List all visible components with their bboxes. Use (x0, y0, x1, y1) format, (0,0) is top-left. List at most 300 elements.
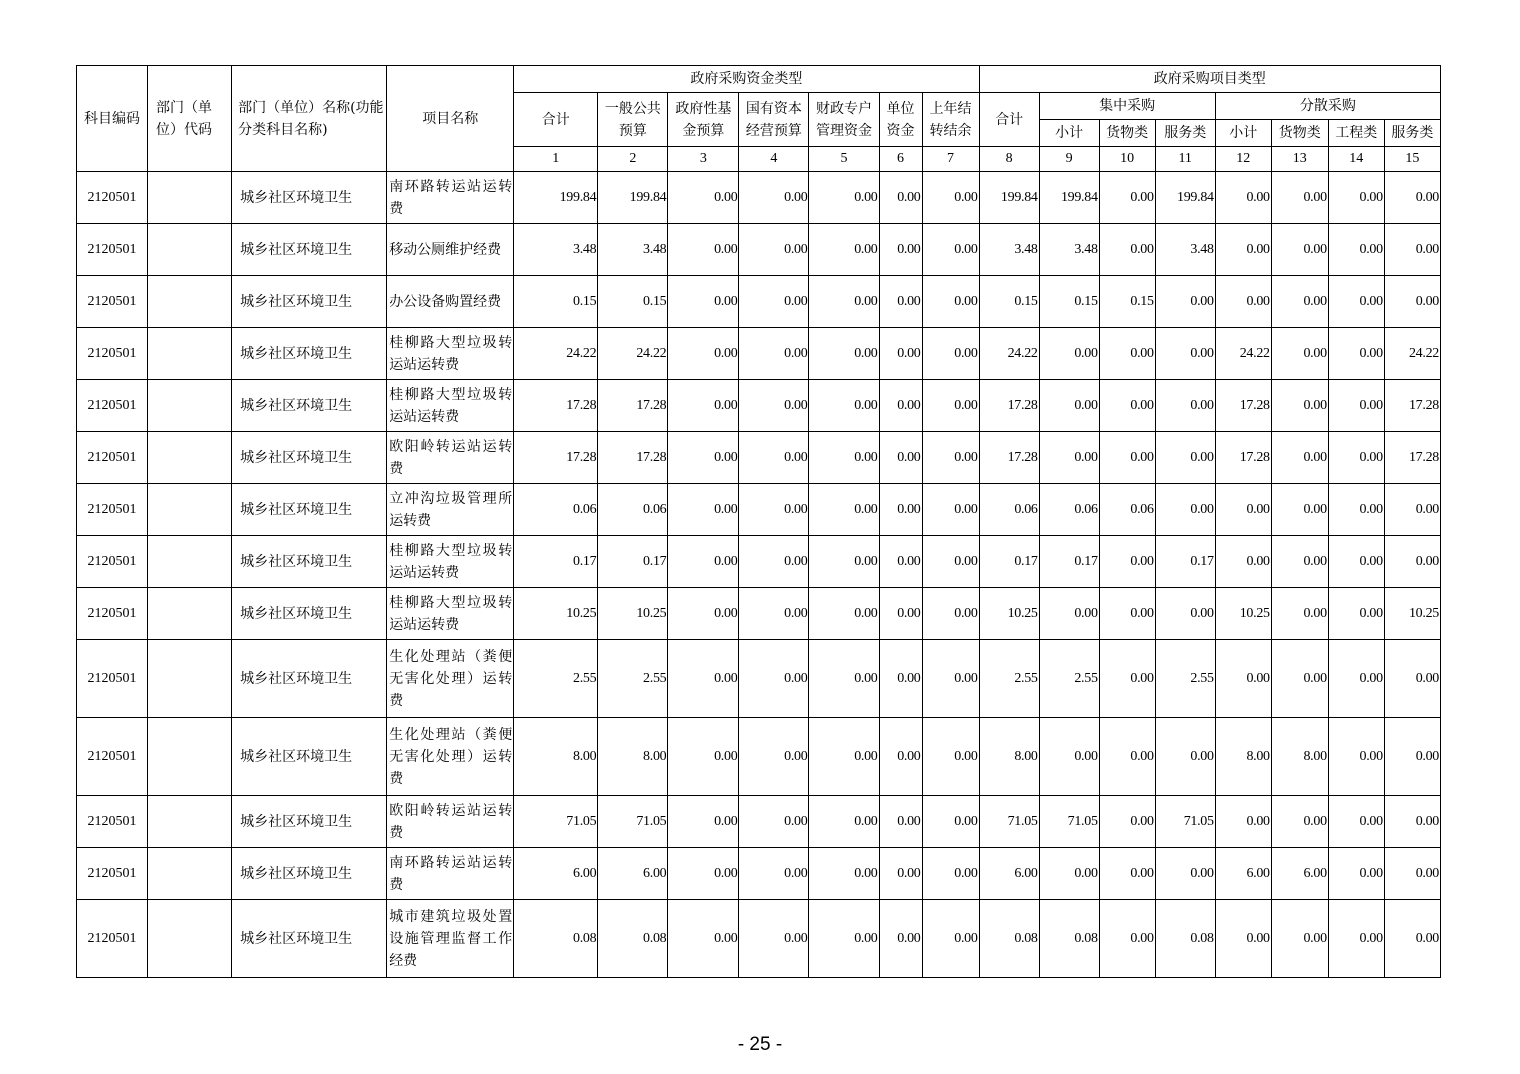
project-name-cell: 桂柳路大型垃圾转运站运转费 (387, 536, 514, 588)
value-cell-col-3: 0.00 (668, 276, 739, 328)
column-index-9: 9 (1039, 147, 1099, 172)
value-cell-col-8: 6.00 (979, 848, 1039, 900)
value-cell-col-4: 0.00 (739, 380, 809, 432)
header-dispersed-goods: 货物类 (1271, 120, 1328, 147)
dept-code-cell (148, 328, 232, 380)
value-cell-col-4: 0.00 (739, 484, 809, 536)
column-index-1: 1 (514, 147, 598, 172)
column-index-14: 14 (1328, 147, 1384, 172)
value-cell-col-3: 0.00 (668, 432, 739, 484)
dept-code-cell (148, 588, 232, 640)
value-cell-col-5: 0.00 (809, 900, 879, 978)
value-cell-col-6: 0.00 (879, 224, 922, 276)
value-cell-col-10: 0.00 (1099, 640, 1155, 718)
value-cell-col-1: 0.08 (514, 900, 598, 978)
project-name-cell: 立冲沟垃圾管理所运转费 (387, 484, 514, 536)
value-cell-col-4: 0.00 (739, 588, 809, 640)
value-cell-col-5: 0.00 (809, 640, 879, 718)
value-cell-col-9: 3.48 (1039, 224, 1099, 276)
value-cell-col-13: 0.00 (1271, 796, 1328, 848)
value-cell-col-10: 0.00 (1099, 172, 1155, 224)
function-name-cell: 城乡社区环境卫生 (232, 380, 387, 432)
value-cell-col-7: 0.00 (922, 536, 979, 588)
value-cell-col-9: 0.15 (1039, 276, 1099, 328)
value-cell-col-14: 0.00 (1328, 640, 1384, 718)
value-cell-col-12: 0.00 (1215, 796, 1271, 848)
value-cell-col-15: 0.00 (1384, 640, 1440, 718)
value-cell-col-13: 0.00 (1271, 588, 1328, 640)
value-cell-col-1: 17.28 (514, 432, 598, 484)
value-cell-col-15: 0.00 (1384, 718, 1440, 796)
project-name-cell: 办公设备购置经费 (387, 276, 514, 328)
subject-code-cell: 2120501 (77, 718, 148, 796)
value-cell-col-8: 2.55 (979, 640, 1039, 718)
value-cell-col-4: 0.00 (739, 640, 809, 718)
value-cell-col-5: 0.00 (809, 328, 879, 380)
value-cell-col-7: 0.00 (922, 588, 979, 640)
dept-code-cell (148, 718, 232, 796)
value-cell-col-11: 0.00 (1155, 432, 1215, 484)
header-fund-total: 合计 (514, 93, 598, 147)
value-cell-col-1: 17.28 (514, 380, 598, 432)
dept-code-cell (148, 276, 232, 328)
value-cell-col-6: 0.00 (879, 900, 922, 978)
value-cell-col-12: 17.28 (1215, 432, 1271, 484)
project-name-cell: 生化处理站（粪便无害化处理）运转费 (387, 718, 514, 796)
value-cell-col-2: 10.25 (598, 588, 668, 640)
function-name-cell: 城乡社区环境卫生 (232, 848, 387, 900)
value-cell-col-6: 0.00 (879, 640, 922, 718)
subject-code-cell: 2120501 (77, 328, 148, 380)
project-name-cell: 桂柳路大型垃圾转运站运转费 (387, 328, 514, 380)
function-name-cell: 城乡社区环境卫生 (232, 536, 387, 588)
value-cell-col-12: 0.00 (1215, 536, 1271, 588)
value-cell-col-15: 0.00 (1384, 900, 1440, 978)
value-cell-col-3: 0.00 (668, 796, 739, 848)
column-index-8: 8 (979, 147, 1039, 172)
value-cell-col-6: 0.00 (879, 718, 922, 796)
value-cell-col-5: 0.00 (809, 380, 879, 432)
value-cell-col-2: 17.28 (598, 380, 668, 432)
project-name-cell: 欧阳岭转运站运转费 (387, 796, 514, 848)
table-row (77, 640, 1441, 718)
value-cell-col-6: 0.00 (879, 432, 922, 484)
dept-code-cell (148, 536, 232, 588)
value-cell-col-2: 8.00 (598, 718, 668, 796)
value-cell-col-13: 0.00 (1271, 276, 1328, 328)
value-cell-col-9: 0.00 (1039, 588, 1099, 640)
header-unit-funds: 单位资金 (879, 93, 922, 147)
value-cell-col-13: 0.00 (1271, 224, 1328, 276)
value-cell-col-2: 17.28 (598, 432, 668, 484)
value-cell-col-4: 0.00 (739, 796, 809, 848)
header-dept-name: 部门（单位）名称(功能分类科目名称) (232, 66, 387, 172)
table-row (77, 224, 1441, 276)
table-row (77, 276, 1441, 328)
value-cell-col-11: 3.48 (1155, 224, 1215, 276)
value-cell-col-1: 0.17 (514, 536, 598, 588)
value-cell-col-15: 0.00 (1384, 796, 1440, 848)
value-cell-col-6: 0.00 (879, 796, 922, 848)
value-cell-col-4: 0.00 (739, 328, 809, 380)
value-cell-col-3: 0.00 (668, 640, 739, 718)
value-cell-col-9: 0.08 (1039, 900, 1099, 978)
value-cell-col-11: 71.05 (1155, 796, 1215, 848)
column-index-6: 6 (879, 147, 922, 172)
function-name-cell: 城乡社区环境卫生 (232, 718, 387, 796)
value-cell-col-14: 0.00 (1328, 484, 1384, 536)
project-name-cell: 桂柳路大型垃圾转运站运转费 (387, 380, 514, 432)
subject-code-cell: 2120501 (77, 224, 148, 276)
table-row (77, 718, 1441, 796)
value-cell-col-11: 0.00 (1155, 484, 1215, 536)
header-dispersed-works: 工程类 (1328, 120, 1384, 147)
value-cell-col-7: 0.00 (922, 640, 979, 718)
value-cell-col-7: 0.00 (922, 380, 979, 432)
value-cell-col-13: 0.00 (1271, 484, 1328, 536)
function-name-cell: 城乡社区环境卫生 (232, 432, 387, 484)
value-cell-col-9: 0.00 (1039, 380, 1099, 432)
project-name-cell: 桂柳路大型垃圾转运站运转费 (387, 588, 514, 640)
value-cell-col-10: 0.00 (1099, 536, 1155, 588)
dept-code-cell (148, 848, 232, 900)
column-index-5: 5 (809, 147, 879, 172)
function-name-cell: 城乡社区环境卫生 (232, 276, 387, 328)
procurement-table (76, 65, 1441, 978)
value-cell-col-3: 0.00 (668, 484, 739, 536)
value-cell-col-11: 0.00 (1155, 848, 1215, 900)
value-cell-col-7: 0.00 (922, 900, 979, 978)
value-cell-col-2: 24.22 (598, 328, 668, 380)
header-dispersed-procurement: 分散采购 (1215, 93, 1440, 120)
value-cell-col-6: 0.00 (879, 484, 922, 536)
value-cell-col-2: 3.48 (598, 224, 668, 276)
value-cell-col-13: 0.00 (1271, 432, 1328, 484)
value-cell-col-12: 10.25 (1215, 588, 1271, 640)
value-cell-col-9: 0.06 (1039, 484, 1099, 536)
table-row (77, 484, 1441, 536)
value-cell-col-1: 0.15 (514, 276, 598, 328)
value-cell-col-5: 0.00 (809, 276, 879, 328)
column-index-4: 4 (739, 147, 809, 172)
value-cell-col-13: 0.00 (1271, 328, 1328, 380)
value-cell-col-14: 0.00 (1328, 172, 1384, 224)
value-cell-col-13: 0.00 (1271, 380, 1328, 432)
value-cell-col-2: 0.06 (598, 484, 668, 536)
header-project-total: 合计 (979, 93, 1039, 147)
value-cell-col-6: 0.00 (879, 380, 922, 432)
function-name-cell: 城乡社区环境卫生 (232, 328, 387, 380)
value-cell-col-9: 0.00 (1039, 718, 1099, 796)
value-cell-col-8: 71.05 (979, 796, 1039, 848)
value-cell-col-1: 71.05 (514, 796, 598, 848)
value-cell-col-13: 0.00 (1271, 900, 1328, 978)
value-cell-col-6: 0.00 (879, 536, 922, 588)
project-name-cell: 南环路转运站运转费 (387, 848, 514, 900)
value-cell-col-14: 0.00 (1328, 848, 1384, 900)
value-cell-col-8: 0.06 (979, 484, 1039, 536)
value-cell-col-13: 0.00 (1271, 640, 1328, 718)
subject-code-cell: 2120501 (77, 848, 148, 900)
table-row (77, 796, 1441, 848)
value-cell-col-14: 0.00 (1328, 536, 1384, 588)
value-cell-col-10: 0.00 (1099, 796, 1155, 848)
value-cell-col-3: 0.00 (668, 848, 739, 900)
table-body (77, 172, 1441, 978)
column-index-15: 15 (1384, 147, 1440, 172)
header-project-name: 项目名称 (387, 66, 514, 172)
value-cell-col-9: 0.00 (1039, 848, 1099, 900)
value-cell-col-15: 0.00 (1384, 536, 1440, 588)
column-index-7: 7 (922, 147, 979, 172)
table-row (77, 380, 1441, 432)
value-cell-col-3: 0.00 (668, 588, 739, 640)
dept-code-cell (148, 380, 232, 432)
value-cell-col-10: 0.00 (1099, 588, 1155, 640)
value-cell-col-7: 0.00 (922, 848, 979, 900)
table-row (77, 588, 1441, 640)
value-cell-col-15: 0.00 (1384, 172, 1440, 224)
value-cell-col-10: 0.00 (1099, 432, 1155, 484)
dept-code-cell (148, 796, 232, 848)
value-cell-col-12: 17.28 (1215, 380, 1271, 432)
value-cell-col-12: 6.00 (1215, 848, 1271, 900)
header-carryover: 上年结转结余 (922, 93, 979, 147)
value-cell-col-11: 2.55 (1155, 640, 1215, 718)
header-dispersed-subtotal: 小计 (1215, 120, 1271, 147)
value-cell-col-14: 0.00 (1328, 588, 1384, 640)
value-cell-col-1: 6.00 (514, 848, 598, 900)
value-cell-col-2: 0.17 (598, 536, 668, 588)
value-cell-col-10: 0.00 (1099, 380, 1155, 432)
value-cell-col-3: 0.00 (668, 536, 739, 588)
value-cell-col-5: 0.00 (809, 172, 879, 224)
value-cell-col-5: 0.00 (809, 718, 879, 796)
dept-code-cell (148, 484, 232, 536)
dept-code-cell (148, 432, 232, 484)
value-cell-col-12: 0.00 (1215, 900, 1271, 978)
value-cell-col-14: 0.00 (1328, 432, 1384, 484)
table-row (77, 328, 1441, 380)
value-cell-col-3: 0.00 (668, 900, 739, 978)
value-cell-col-3: 0.00 (668, 172, 739, 224)
value-cell-col-7: 0.00 (922, 276, 979, 328)
header-dispersed-services: 服务类 (1384, 120, 1440, 147)
project-name-cell: 欧阳岭转运站运转费 (387, 432, 514, 484)
value-cell-col-14: 0.00 (1328, 224, 1384, 276)
value-cell-col-7: 0.00 (922, 718, 979, 796)
function-name-cell: 城乡社区环境卫生 (232, 588, 387, 640)
value-cell-col-4: 0.00 (739, 536, 809, 588)
subject-code-cell: 2120501 (77, 172, 148, 224)
table-row (77, 848, 1441, 900)
value-cell-col-7: 0.00 (922, 224, 979, 276)
value-cell-col-15: 10.25 (1384, 588, 1440, 640)
value-cell-col-12: 24.22 (1215, 328, 1271, 380)
value-cell-col-15: 24.22 (1384, 328, 1440, 380)
dept-code-cell (148, 900, 232, 978)
value-cell-col-9: 0.17 (1039, 536, 1099, 588)
value-cell-col-2: 6.00 (598, 848, 668, 900)
value-cell-col-10: 0.00 (1099, 224, 1155, 276)
value-cell-col-8: 24.22 (979, 328, 1039, 380)
value-cell-col-1: 8.00 (514, 718, 598, 796)
project-name-cell: 生化处理站（粪便无害化处理）运转费 (387, 640, 514, 718)
value-cell-col-10: 0.06 (1099, 484, 1155, 536)
value-cell-col-7: 0.00 (922, 432, 979, 484)
function-name-cell: 城乡社区环境卫生 (232, 900, 387, 978)
project-name-cell: 移动公厕维护经费 (387, 224, 514, 276)
value-cell-col-10: 0.15 (1099, 276, 1155, 328)
table-row (77, 432, 1441, 484)
value-cell-col-8: 17.28 (979, 432, 1039, 484)
value-cell-col-9: 0.00 (1039, 432, 1099, 484)
value-cell-col-11: 0.00 (1155, 588, 1215, 640)
value-cell-col-1: 2.55 (514, 640, 598, 718)
value-cell-col-4: 0.00 (739, 172, 809, 224)
header-central-services: 服务类 (1155, 120, 1215, 147)
value-cell-col-10: 0.00 (1099, 718, 1155, 796)
value-cell-col-15: 0.00 (1384, 848, 1440, 900)
header-project-type-group: 政府采购项目类型 (979, 66, 1440, 93)
value-cell-col-5: 0.00 (809, 848, 879, 900)
column-index-3: 3 (668, 147, 739, 172)
subject-code-cell: 2120501 (77, 900, 148, 978)
column-index-2: 2 (598, 147, 668, 172)
value-cell-col-5: 0.00 (809, 796, 879, 848)
value-cell-col-4: 0.00 (739, 276, 809, 328)
value-cell-col-11: 199.84 (1155, 172, 1215, 224)
value-cell-col-11: 0.00 (1155, 276, 1215, 328)
header-central-goods: 货物类 (1099, 120, 1155, 147)
table-header (77, 66, 1441, 172)
subject-code-cell: 2120501 (77, 588, 148, 640)
header-general-budget: 一般公共预算 (598, 93, 668, 147)
table-row (77, 172, 1441, 224)
value-cell-col-9: 2.55 (1039, 640, 1099, 718)
value-cell-col-2: 0.15 (598, 276, 668, 328)
header-dept-code: 部门（单位）代码 (148, 66, 232, 172)
value-cell-col-3: 0.00 (668, 328, 739, 380)
header-subject-code: 科目编码 (77, 66, 148, 172)
column-index-11: 11 (1155, 147, 1215, 172)
value-cell-col-14: 0.00 (1328, 796, 1384, 848)
function-name-cell: 城乡社区环境卫生 (232, 484, 387, 536)
value-cell-col-2: 2.55 (598, 640, 668, 718)
value-cell-col-14: 0.00 (1328, 328, 1384, 380)
value-cell-col-8: 10.25 (979, 588, 1039, 640)
value-cell-col-4: 0.00 (739, 432, 809, 484)
value-cell-col-15: 0.00 (1384, 484, 1440, 536)
value-cell-col-12: 0.00 (1215, 640, 1271, 718)
value-cell-col-7: 0.00 (922, 796, 979, 848)
value-cell-col-11: 0.17 (1155, 536, 1215, 588)
value-cell-col-11: 0.00 (1155, 718, 1215, 796)
value-cell-col-13: 6.00 (1271, 848, 1328, 900)
dept-code-cell (148, 640, 232, 718)
value-cell-col-9: 0.00 (1039, 328, 1099, 380)
value-cell-col-4: 0.00 (739, 224, 809, 276)
header-central-procurement: 集中采购 (1039, 93, 1215, 120)
value-cell-col-7: 0.00 (922, 484, 979, 536)
value-cell-col-12: 0.00 (1215, 484, 1271, 536)
value-cell-col-14: 0.00 (1328, 900, 1384, 978)
subject-code-cell: 2120501 (77, 276, 148, 328)
value-cell-col-2: 199.84 (598, 172, 668, 224)
value-cell-col-4: 0.00 (739, 848, 809, 900)
value-cell-col-10: 0.00 (1099, 900, 1155, 978)
value-cell-col-1: 0.06 (514, 484, 598, 536)
value-cell-col-9: 71.05 (1039, 796, 1099, 848)
subject-code-cell: 2120501 (77, 640, 148, 718)
value-cell-col-1: 24.22 (514, 328, 598, 380)
value-cell-col-5: 0.00 (809, 536, 879, 588)
value-cell-col-6: 0.00 (879, 328, 922, 380)
function-name-cell: 城乡社区环境卫生 (232, 172, 387, 224)
value-cell-col-13: 0.00 (1271, 172, 1328, 224)
value-cell-col-11: 0.00 (1155, 328, 1215, 380)
page-number: - 25 - (737, 1034, 783, 1055)
value-cell-col-14: 0.00 (1328, 380, 1384, 432)
value-cell-col-6: 0.00 (879, 172, 922, 224)
value-cell-col-9: 199.84 (1039, 172, 1099, 224)
header-special-account-funds: 财政专户管理资金 (809, 93, 879, 147)
value-cell-col-4: 0.00 (739, 900, 809, 978)
project-name-cell: 城市建筑垃圾处置设施管理监督工作经费 (387, 900, 514, 978)
value-cell-col-15: 17.28 (1384, 432, 1440, 484)
value-cell-col-6: 0.00 (879, 588, 922, 640)
value-cell-col-10: 0.00 (1099, 328, 1155, 380)
subject-code-cell: 2120501 (77, 380, 148, 432)
value-cell-col-12: 0.00 (1215, 224, 1271, 276)
value-cell-col-7: 0.00 (922, 172, 979, 224)
value-cell-col-6: 0.00 (879, 276, 922, 328)
value-cell-col-11: 0.00 (1155, 380, 1215, 432)
value-cell-col-15: 0.00 (1384, 276, 1440, 328)
column-index-13: 13 (1271, 147, 1328, 172)
value-cell-col-14: 0.00 (1328, 276, 1384, 328)
value-cell-col-5: 0.00 (809, 432, 879, 484)
value-cell-col-15: 17.28 (1384, 380, 1440, 432)
subject-code-cell: 2120501 (77, 536, 148, 588)
header-central-subtotal: 小计 (1039, 120, 1099, 147)
value-cell-col-2: 0.08 (598, 900, 668, 978)
value-cell-col-13: 0.00 (1271, 536, 1328, 588)
value-cell-col-5: 0.00 (809, 224, 879, 276)
project-name-cell: 南环路转运站运转费 (387, 172, 514, 224)
subject-code-cell: 2120501 (77, 484, 148, 536)
value-cell-col-1: 10.25 (514, 588, 598, 640)
value-cell-col-1: 3.48 (514, 224, 598, 276)
dept-code-cell (148, 172, 232, 224)
value-cell-col-4: 0.00 (739, 718, 809, 796)
value-cell-col-12: 0.00 (1215, 276, 1271, 328)
value-cell-col-11: 0.08 (1155, 900, 1215, 978)
dept-code-cell (148, 224, 232, 276)
header-gov-fund-budget: 政府性基金预算 (668, 93, 739, 147)
value-cell-col-8: 0.15 (979, 276, 1039, 328)
table-row (77, 900, 1441, 978)
subject-code-cell: 2120501 (77, 432, 148, 484)
function-name-cell: 城乡社区环境卫生 (232, 224, 387, 276)
value-cell-col-14: 0.00 (1328, 718, 1384, 796)
value-cell-col-8: 3.48 (979, 224, 1039, 276)
value-cell-col-8: 0.08 (979, 900, 1039, 978)
value-cell-col-1: 199.84 (514, 172, 598, 224)
value-cell-col-15: 0.00 (1384, 224, 1440, 276)
value-cell-col-12: 0.00 (1215, 172, 1271, 224)
value-cell-col-8: 17.28 (979, 380, 1039, 432)
